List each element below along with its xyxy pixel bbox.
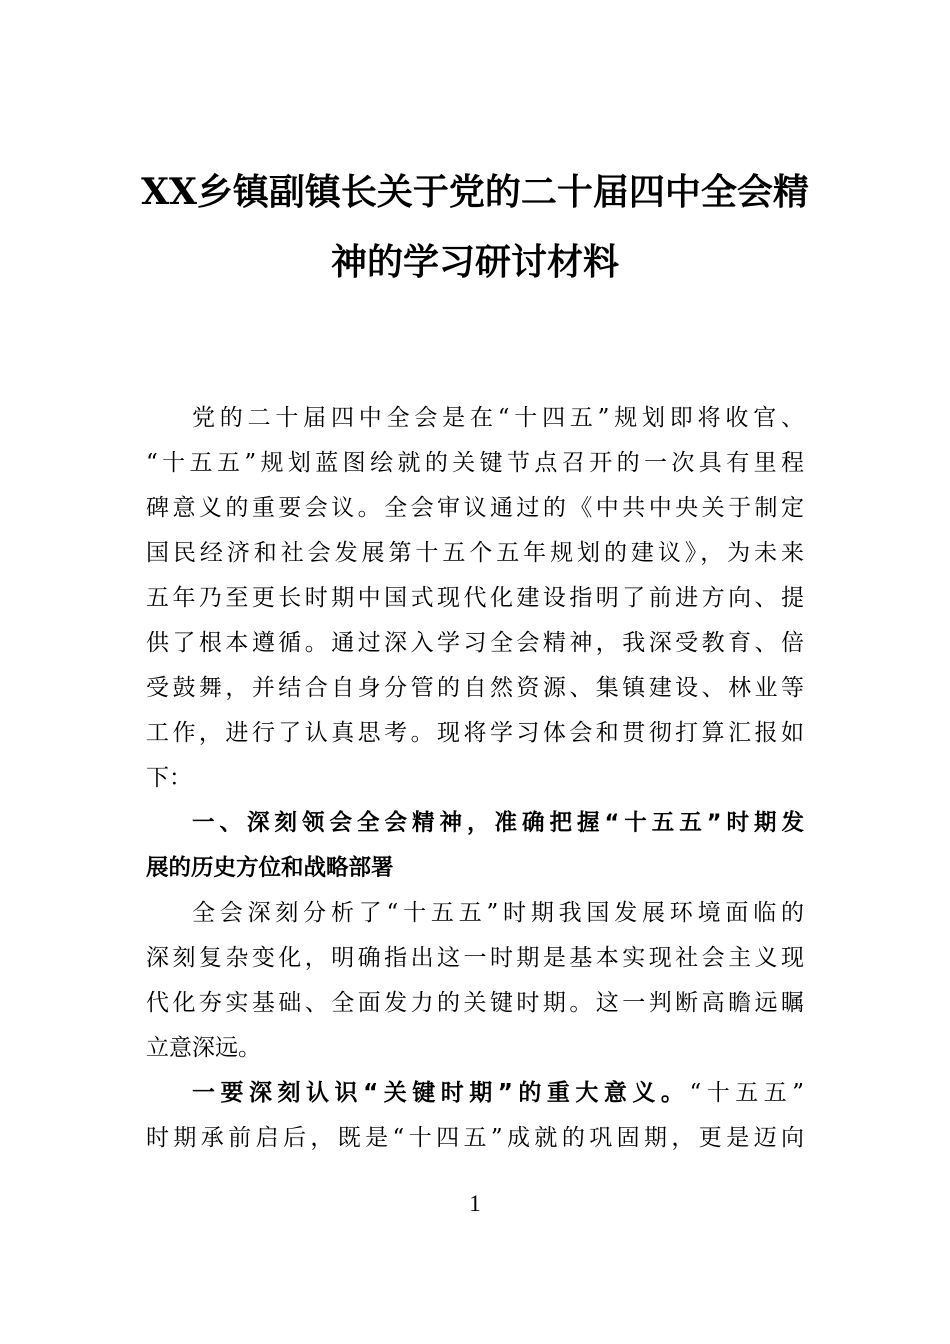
intro-paragraph-line: “十五五”规划蓝图绘就的关键节点召开的一次具有里程 bbox=[146, 450, 804, 476]
intro-paragraph-line: 党的二十届四中全会是在“十四五”规划即将收官、 bbox=[192, 405, 804, 431]
section-1-heading-line: 一、深刻领会全会精神，准确把握“十五五”时期发 bbox=[192, 810, 804, 836]
section-1-paragraph-line: 全会深刻分析了“十五五”时期我国发展环境面临的 bbox=[192, 900, 804, 926]
document-title-line-2: 神的学习研讨材料 bbox=[330, 241, 619, 283]
intro-paragraph-line: 受鼓舞，并结合自身分管的自然资源、集镇建设、林业等 bbox=[146, 675, 804, 701]
intro-paragraph-line: 供了根本遵循。通过深入学习全会精神，我深受教育、倍 bbox=[146, 630, 804, 656]
page-number: 1 bbox=[469, 1191, 481, 1216]
point-1-text: “十五五” bbox=[689, 1080, 804, 1106]
point-1-line: 时期承前启后，既是“十四五”成就的巩固期，更是迈向 bbox=[146, 1125, 804, 1151]
intro-paragraph-line: 五年乃至更长时期中国式现代化建设指明了前进方向、提 bbox=[146, 585, 804, 611]
intro-paragraph-line: 国民经济和社会发展第十五个五年规划的建议》，为未来 bbox=[146, 540, 804, 566]
intro-paragraph-line: 碑意义的重要会议。全会审议通过的《中共中央关于制定 bbox=[146, 495, 804, 521]
intro-paragraph-line: 工作，进行了认真思考。现将学习体会和贯彻打算汇报如 bbox=[146, 720, 804, 746]
section-1-heading-line: 展的历史方位和战略部署 bbox=[146, 855, 394, 881]
intro-paragraph-line: 下： bbox=[146, 765, 192, 791]
section-1-paragraph-line: 立意深远。 bbox=[146, 1035, 261, 1061]
point-1-line bbox=[192, 1076, 804, 1110]
point-1-lead: 一要深刻认识“关键时期”的重大意义。 bbox=[192, 1080, 690, 1106]
section-1-paragraph-line: 代化夯实基础、全面发力的关键时期。这一判断高瞻远瞩 bbox=[146, 990, 804, 1016]
section-1-paragraph-line: 深刻复杂变化，明确指出这一时期是基本实现社会主义现 bbox=[146, 945, 804, 971]
document-title-line-1: XX乡镇副镇长关于党的二十届四中全会精 bbox=[141, 171, 809, 213]
